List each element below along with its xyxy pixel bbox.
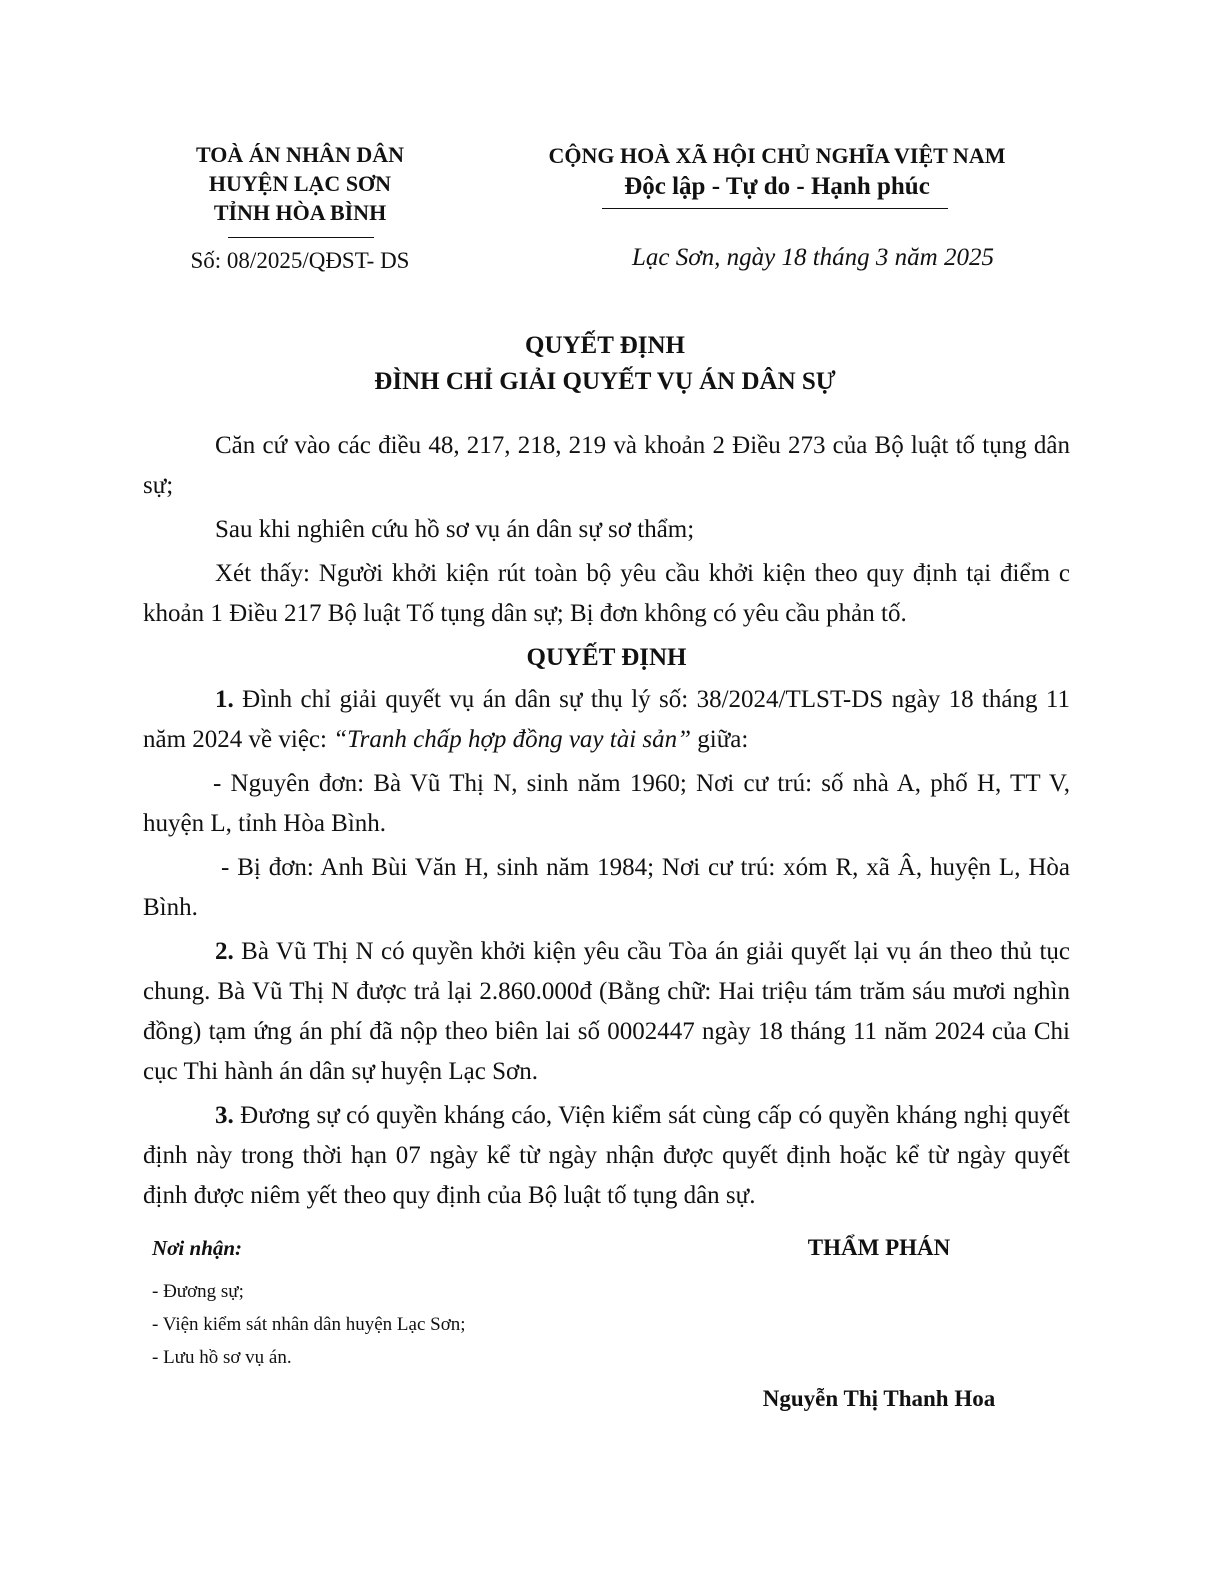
recipient-item: - Lưu hồ sơ vụ án.	[152, 1347, 292, 1368]
item-2-text: Bà Vũ Thị N có quyền khởi kiện yêu cầu Tòa án giải quyết lại vụ án theo thủ tục chung. Bà Vũ Thị N được trả lại 2.860.000đ (Bằng chữ: Hai triệu tám trăm sáu mươi nghìn đồng) tạm ứng án phí đã nộp theo biên lai số 0002447 ngày 18 tháng 11 năm 2024 của Chi cục Thi hành án dân sự huyện Lạc Sơn.	[143, 938, 1070, 1085]
item-1-text-b: giữa:	[691, 726, 749, 753]
legal-basis-paragraph: Căn cứ vào các điều 48, 217, 218, 219 và khoản 2 Điều 273 của Bộ luật tố tụng dân sự;	[143, 432, 1070, 499]
review-paragraph: Sau khi nghiên cứu hồ sơ vụ án dân sự sơ thẩm;	[215, 516, 695, 543]
case-name: “Tranh chấp hợp đồng vay tài sản”	[333, 726, 692, 753]
judge-name: Nguyễn Thị Thanh Hoa	[762, 1386, 996, 1411]
court-name-block	[140, 140, 460, 227]
recipient-item: - Đương sự;	[152, 1281, 244, 1302]
recipients-title: Nơi nhận:	[152, 1236, 243, 1260]
document-title	[140, 328, 1070, 400]
place-date-line: Lạc Sơn, ngày 18 tháng 3 năm 2025	[632, 244, 994, 271]
item-3-number: 3.	[215, 1102, 234, 1129]
decision-item-1	[143, 680, 1070, 760]
nation-title: CỘNG HOÀ XÃ HỘI CHỦ NGHĨA VIỆT NAM	[548, 143, 1006, 168]
item-1-number: 1.	[215, 686, 234, 713]
item-2-number: 2.	[215, 938, 234, 965]
decision-heading: QUYẾT ĐỊNH	[526, 644, 687, 671]
court-name-line-3: TỈNH HÒA BÌNH	[213, 200, 387, 225]
item-3-text: Đương sự có quyền kháng cáo, Viện kiểm sát cùng cấp có quyền kháng nghị quyết định này trong thời hạn 07 ngày kể từ ngày nhận được quyết định hoặc kể từ ngày quyết định được niêm yết theo quy định của Bộ luật tố tụng dân sự.	[143, 1102, 1070, 1209]
document-number: Số: 08/2025/QĐST- DS	[190, 248, 410, 273]
court-name-line-1: TOÀ ÁN NHÂN DÂN	[196, 142, 404, 167]
nation-motto: Độc lập - Tự do - Hạnh phúc	[624, 173, 930, 200]
recipients-block	[152, 1236, 652, 1374]
court-underline	[228, 237, 374, 238]
motto-underline	[602, 208, 948, 209]
court-name-line-2: HUYỆN LẠC SƠN	[208, 171, 392, 196]
title-line-2: ĐÌNH CHỈ GIẢI QUYẾT VỤ ÁN DÂN SỰ	[374, 368, 836, 395]
title-line-1: QUYẾT ĐỊNH	[525, 332, 685, 359]
judge-title: THẨM PHÁN	[807, 1235, 951, 1260]
consideration-paragraph: Xét thấy: Người khởi kiện rút toàn bộ yêu cầu khởi kiện theo quy định tại điểm c khoản 1 Điều 217 Bộ luật Tố tụng dân sự; Bị đơn không có yêu cầu phản tố.	[143, 560, 1070, 627]
document-body	[143, 426, 1070, 1220]
recipient-item: - Viện kiểm sát nhân dân huyện Lạc Sơn;	[152, 1314, 466, 1335]
defendant-line: - Bị đơn: Anh Bùi Văn H, sinh năm 1984; Nơi cư trú: xóm R, xã Â, huyện L, Hòa Bình.	[143, 854, 1070, 921]
decision-item-2	[143, 932, 1070, 1092]
decision-item-3	[143, 1096, 1070, 1216]
item-1-text-a: Đình chỉ giải quyết vụ án dân sự thụ lý số: 38/2024/TLST-DS ngày 18 tháng 11 năm 2024 về việc:	[143, 686, 1070, 753]
plaintiff-line: - Nguyên đơn: Bà Vũ Thị N, sinh năm 1960; Nơi cư trú: số nhà A, phố H, TT V, huyện L, tỉnh Hòa Bình.	[143, 770, 1070, 837]
national-header	[500, 140, 1054, 202]
